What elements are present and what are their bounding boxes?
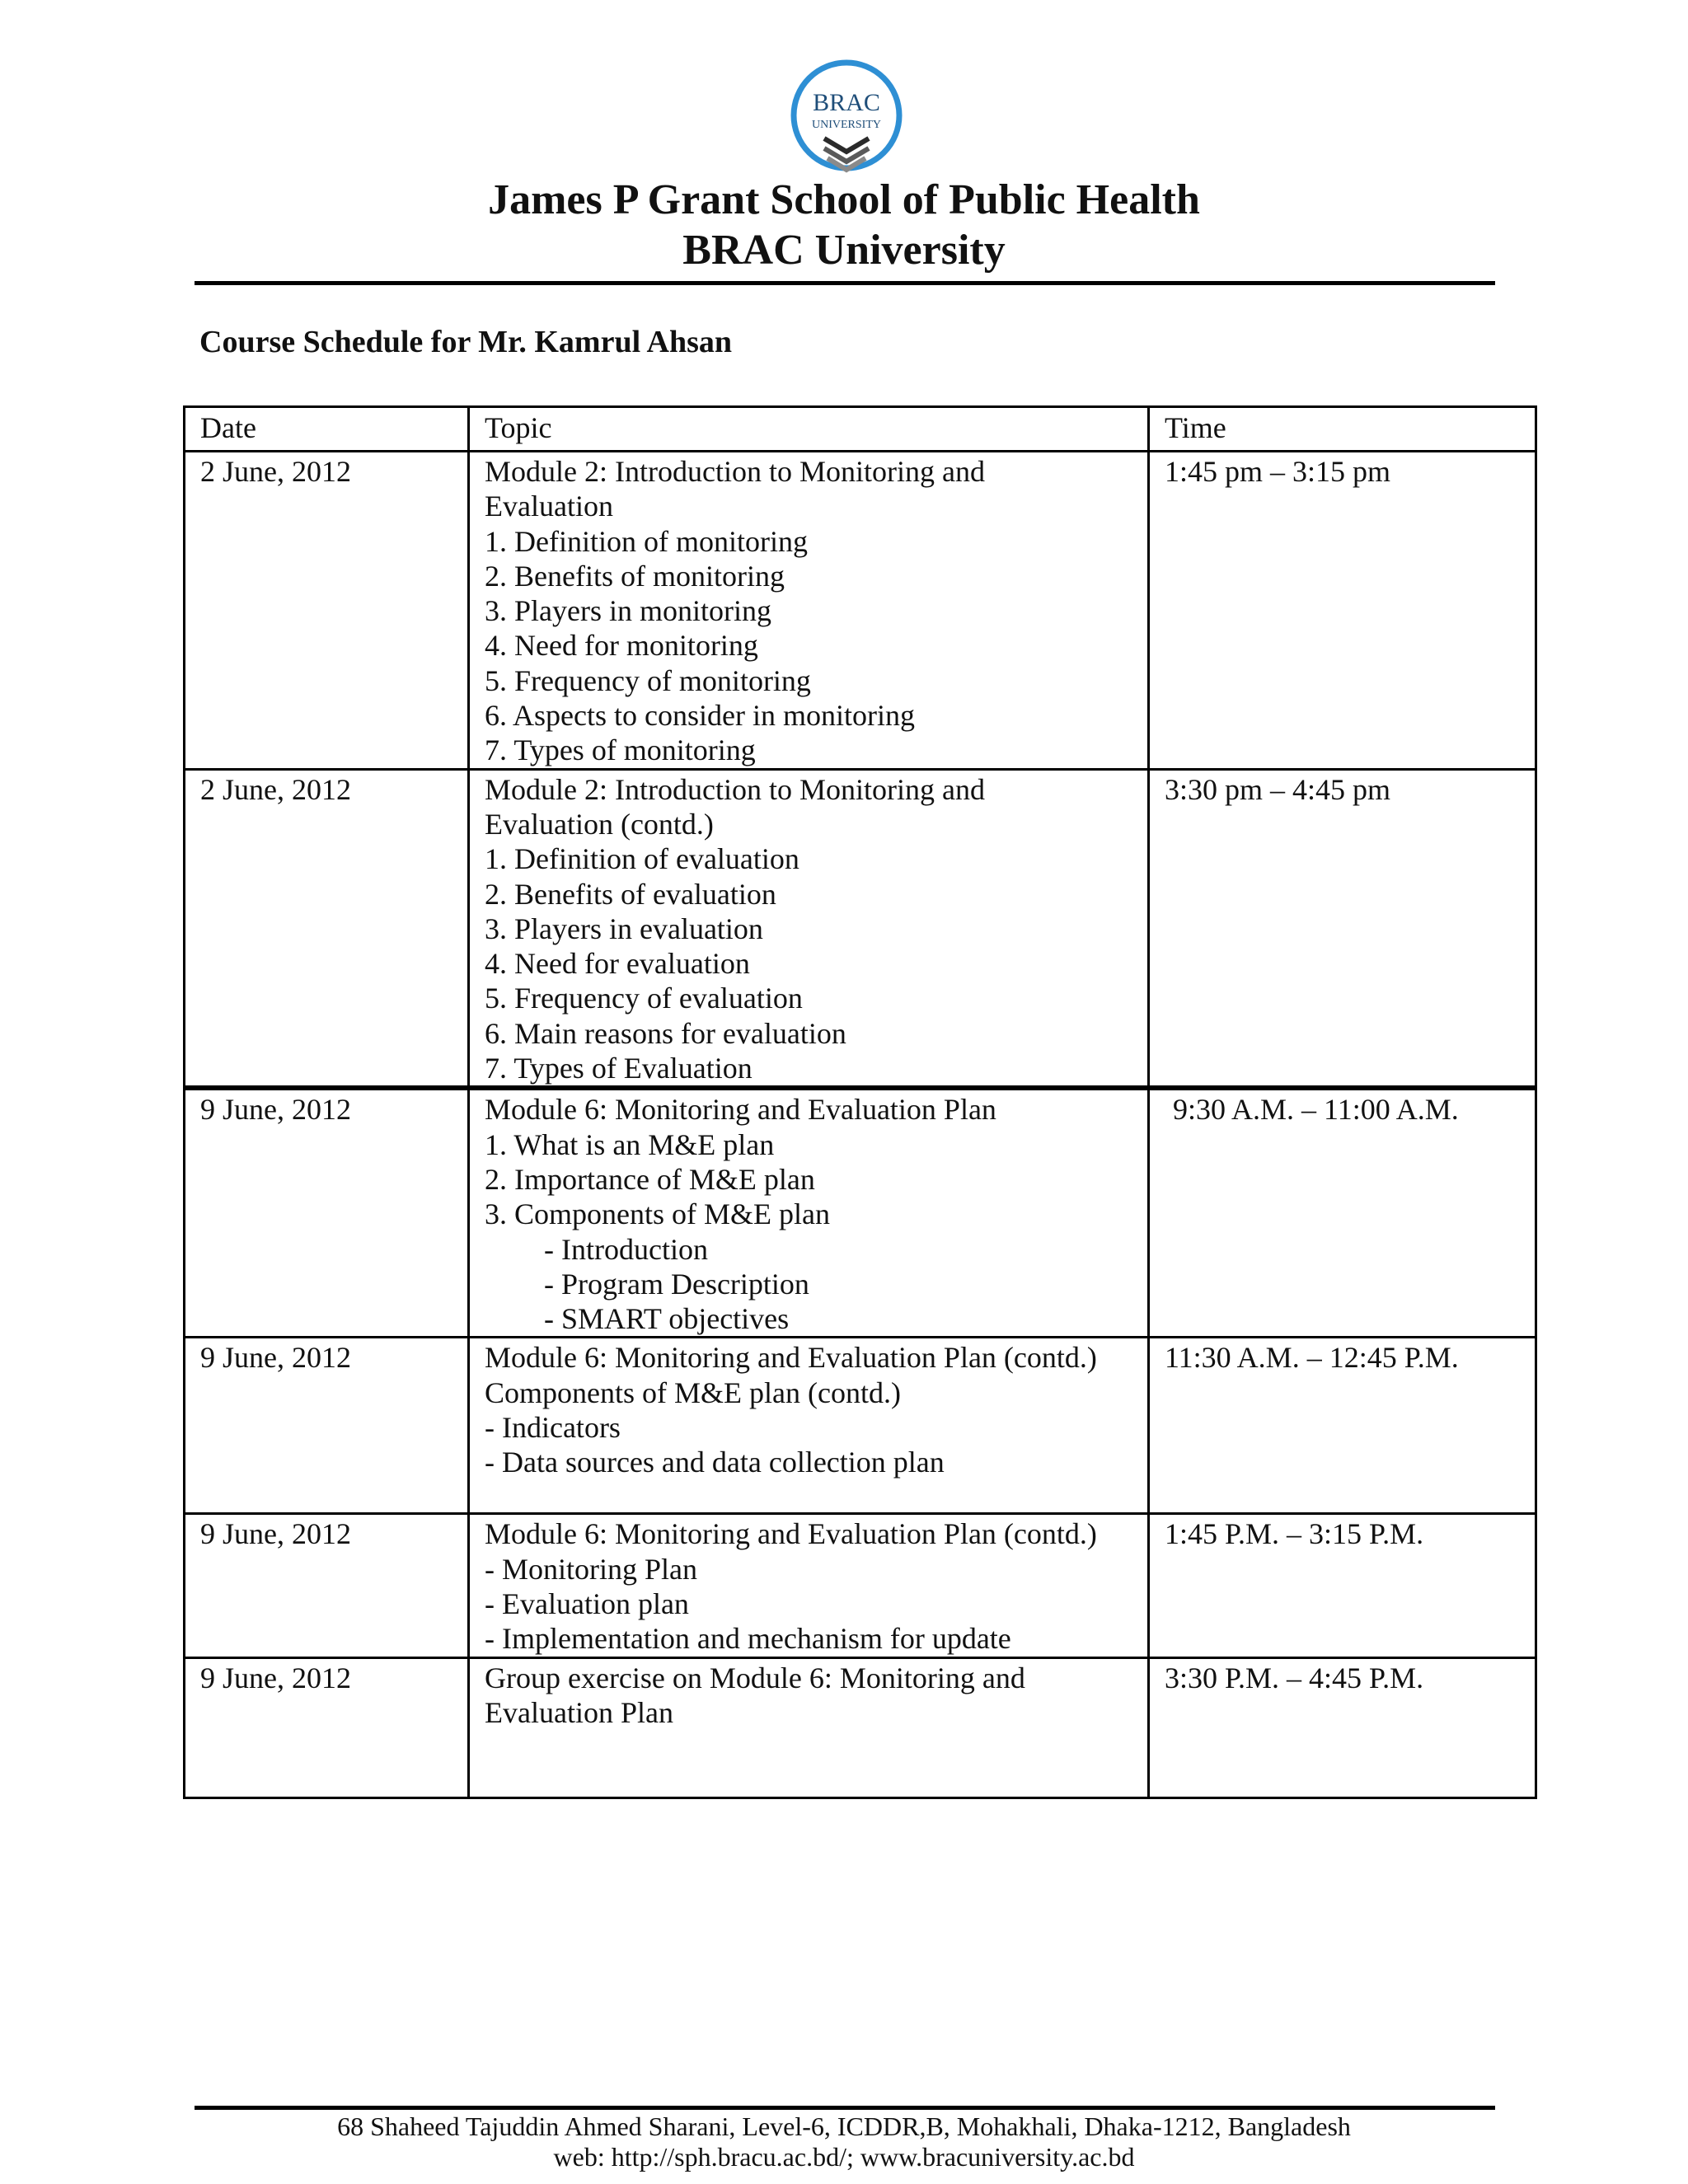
topic-line: Group exercise on Module 6: Monitoring and [485, 1661, 1025, 1694]
school-name: James P Grant School of Public Health [488, 176, 1200, 223]
topic-cell [469, 769, 1149, 1088]
table-row [185, 1088, 1536, 1338]
table-row [185, 1657, 1536, 1797]
topic-line: Module 2: Introduction to Monitoring and [485, 455, 985, 488]
time-cell: 11:30 A.M. – 12:45 P.M. [1149, 1338, 1536, 1514]
topic-line: Module 6: Monitoring and Evaluation Plan (contd.) [485, 1341, 1097, 1375]
column-header-topic: Topic [469, 407, 1149, 452]
topic-line: 3. Players in evaluation [485, 912, 763, 945]
time-cell: 9:30 A.M. – 11:00 A.M. [1149, 1088, 1536, 1338]
topic-cell [469, 452, 1149, 770]
topic-cell [469, 1514, 1149, 1657]
topic-line: 6. Aspects to consider in monitoring [485, 699, 915, 733]
date-cell: 9 June, 2012 [185, 1338, 469, 1514]
topic-line: - Implementation and mechanism for update [485, 1622, 1011, 1656]
logo-text-university: UNIVERSITY [812, 119, 881, 131]
column-header-time: Time [1149, 407, 1536, 452]
date-cell: 2 June, 2012 [185, 769, 469, 1088]
topic-line: 5. Frequency of monitoring [485, 663, 811, 697]
topic-line: - Evaluation plan [485, 1587, 689, 1621]
table-row [185, 452, 1536, 770]
table-header-row [185, 407, 1536, 452]
topic-line: 2. Importance of M&E plan [485, 1162, 815, 1196]
topic-subline: - Program Description [544, 1267, 809, 1301]
topic-cell [469, 1088, 1149, 1338]
topic-line: 3. Players in monitoring [485, 594, 771, 628]
topic-line: Components of M&E plan (contd.) [485, 1376, 901, 1409]
topic-subline: - SMART objectives [544, 1302, 790, 1336]
footer-divider [195, 2106, 1495, 2110]
date-cell: 9 June, 2012 [185, 1514, 469, 1657]
time-cell: 1:45 pm – 3:15 pm [1149, 452, 1536, 770]
schedule-table [183, 405, 1537, 1799]
topic-line: Module 6: Monitoring and Evaluation Plan (contd.) [485, 1517, 1097, 1551]
topic-line: 4. Need for evaluation [485, 947, 750, 981]
topic-line: 1. What is an M&E plan [485, 1127, 775, 1161]
time-cell: 3:30 P.M. – 4:45 P.M. [1149, 1657, 1536, 1797]
table-row [185, 1514, 1536, 1657]
column-header-date: Date [185, 407, 469, 452]
topic-line: 7. Types of monitoring [485, 733, 756, 767]
table-row [185, 769, 1536, 1088]
topic-line: - Monitoring Plan [485, 1552, 697, 1586]
footer-address: 68 Shaheed Tajuddin Ahmed Sharani, Level-6, ICDDR,B, Mohakhali, Dhaka-1212, Bangladesh [337, 2111, 1351, 2141]
topic-line: - Data sources and data collection plan [485, 1446, 945, 1479]
logo-text-brac: BRAC [813, 89, 880, 116]
topic-line: 2. Benefits of monitoring [485, 559, 785, 593]
schedule-title: Course Schedule for Mr. Kamrul Ahsan [199, 325, 733, 359]
topic-cell [469, 1338, 1149, 1514]
table-row [185, 1338, 1536, 1514]
date-cell: 9 June, 2012 [185, 1088, 469, 1338]
time-cell: 1:45 P.M. – 3:15 P.M. [1149, 1514, 1536, 1657]
topic-line: Evaluation (contd.) [485, 807, 714, 841]
topic-line: 4. Need for monitoring [485, 629, 758, 663]
date-cell: 2 June, 2012 [185, 452, 469, 770]
topic-line: 7. Types of Evaluation [485, 1052, 753, 1085]
date-cell: 9 June, 2012 [185, 1657, 469, 1797]
topic-line: 5. Frequency of evaluation [485, 982, 803, 1015]
footer-web-links: web: http://sph.bracu.ac.bd/; www.bracuniversity.ac.bd [553, 2142, 1135, 2172]
topic-line: Module 6: Monitoring and Evaluation Plan [485, 1093, 996, 1127]
topic-line: Module 2: Introduction to Monitoring and [485, 772, 985, 806]
topic-line: 3. Components of M&E plan [485, 1197, 830, 1231]
topic-line: Evaluation [485, 490, 613, 523]
topic-cell [469, 1657, 1149, 1797]
brac-university-logo [785, 56, 908, 188]
topic-line: 6. Main reasons for evaluation [485, 1016, 846, 1050]
time-cell: 3:30 pm – 4:45 pm [1149, 769, 1536, 1088]
header-divider [195, 281, 1495, 285]
topic-line: 2. Benefits of evaluation [485, 877, 776, 911]
topic-subline: - Introduction [544, 1232, 708, 1266]
topic-line: 1. Definition of monitoring [485, 524, 808, 558]
university-name: BRAC University [682, 227, 1006, 274]
topic-line: - Indicators [485, 1411, 621, 1445]
topic-line: Evaluation Plan [485, 1695, 673, 1729]
topic-line: 1. Definition of evaluation [485, 842, 799, 876]
